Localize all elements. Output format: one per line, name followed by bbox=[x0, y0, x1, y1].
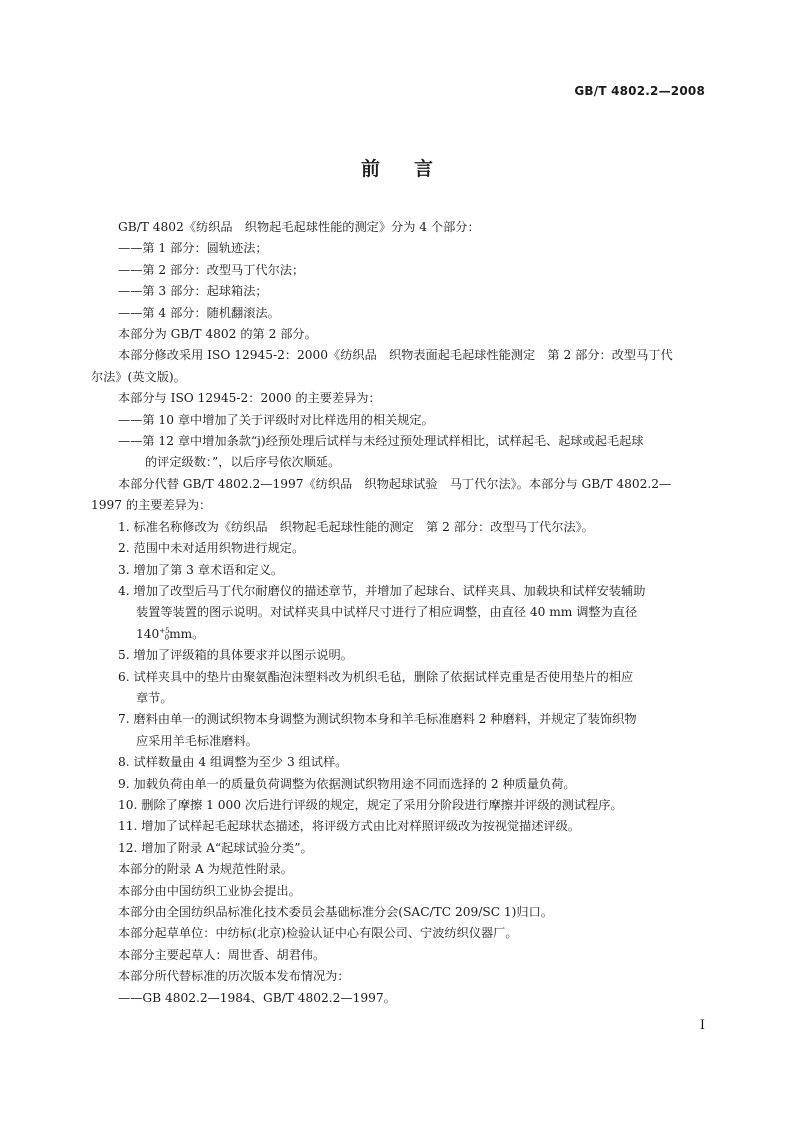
list-item-continuation: 的评定级数：”，以后序号依次顺延。 bbox=[145, 455, 341, 470]
paragraph: 本部分主要起草人：周世香、胡君伟。 bbox=[118, 947, 326, 962]
paragraph: GB/T 4802《纺织品 织物起毛起球性能的测定》分为 4 个部分： bbox=[118, 220, 480, 234]
numbered-item: 2. 范围中未对适用织物进行规定。 bbox=[118, 541, 305, 556]
paragraph: 本部分代替 GB/T 4802.2—1997《纺织品 织物起球试验 马丁代尔法》。本部分与 GB/T 4802.2— bbox=[118, 476, 672, 491]
paragraph: 本部分所代替标准的历次版本发布情况为： bbox=[118, 969, 350, 984]
list-item: ——第 1 部分：圆轨迹法； bbox=[118, 241, 268, 256]
numbered-item: 8. 试样数量由 4 组调整为至少 3 组试样。 bbox=[118, 755, 348, 770]
paragraph: 本部分起草单位：中纺标(北京)检验认证中心有限公司、宁波纺织仪器厂。 bbox=[118, 926, 518, 941]
standard-code: GB/T 4802.2—2008 bbox=[574, 84, 705, 98]
paragraph: 本部分由中国纺织工业协会提出。 bbox=[118, 883, 301, 898]
numbered-item: 1. 标准名称修改为《纺织品 织物起毛起球性能的测定 第 2 部分：改型马丁代尔法》。 bbox=[118, 519, 594, 534]
numbered-item: 3. 增加了第 3 章术语和定义。 bbox=[118, 562, 284, 577]
numbered-item: 4. 增加了改型后马丁代尔耐磨仪的描述章节，并增加了起球台、试样夹具、加载块和试样安装辅助 bbox=[118, 583, 646, 598]
numbered-item: 5. 增加了评级箱的具体要求并以图示说明。 bbox=[118, 648, 353, 663]
paragraph: 本部分修改采用 ISO 12945-2：2000《纺织品 织物表面起毛起球性能测定 第 2 部分：改型马丁代 bbox=[118, 348, 673, 363]
numbered-item: 7. 磨料由单一的测试织物本身调整为测试织物本身和羊毛标准磨料 2 种磨料，并规定了装饰织物 bbox=[118, 712, 637, 727]
paragraph: 本部分的附录 A 为规范性附录。 bbox=[118, 862, 293, 877]
numbered-item: 9. 加载负荷由单一的质量负荷调整为依据测试织物用途不同而选择的 2 种质量负荷。 bbox=[118, 776, 576, 791]
paragraph-continuation: 1997 的主要差异为： bbox=[91, 498, 212, 513]
dimension-unit: mm。 bbox=[169, 626, 205, 641]
paragraph: 本部分与 ISO 12945-2：2000 的主要差异为： bbox=[118, 391, 381, 406]
numbered-item: 6. 试样夹具中的垫片由聚氨酯泡沫塑料改为机织毛毡，删除了依据试样克重是否使用垫片的相应 bbox=[118, 669, 634, 684]
numbered-item-continuation: 应采用羊毛标准磨料。 bbox=[136, 733, 258, 748]
list-item: ——第 4 部分：随机翻滚法。 bbox=[118, 305, 280, 320]
tolerance-upper: +5 bbox=[159, 626, 170, 635]
numbered-item-continuation: 章节。 bbox=[136, 690, 173, 705]
paragraph: 本部分为 GB/T 4802 的第 2 部分。 bbox=[118, 327, 317, 342]
list-item: ——GB 4802.2—1984、GB/T 4802.2—1997。 bbox=[118, 990, 396, 1005]
list-item: ——第 3 部分：起球箱法； bbox=[118, 284, 268, 299]
list-item: ——第 12 章中增加条款“j)经预处理后试样与未经过预处理试样相比，试样起毛、起球或起毛起球 bbox=[118, 434, 644, 449]
list-item: ——第 2 部分：改型马丁代尔法； bbox=[118, 262, 305, 277]
paragraph-continuation: 尔法》(英文版)。 bbox=[91, 369, 186, 384]
numbered-item: 11. 增加了试样起毛起球状态描述，将评级方式由比对样照评级改为按视觉描述评级。 bbox=[118, 819, 581, 834]
numbered-item: 12. 增加了附录 A“起球试验分类”。 bbox=[118, 840, 313, 855]
paragraph: 本部分由全国纺织品标准化技术委员会基础标准分会(SAC/TC 209/SC 1)归口。 bbox=[118, 905, 553, 919]
tolerance-lower: 0 bbox=[164, 633, 170, 642]
numbered-item-continuation: 装置等装置的图示说明。对试样夹具中试样尺寸进行了相应调整，由直径 40 mm 调整为直径 bbox=[136, 605, 638, 620]
page-number: I bbox=[699, 1018, 705, 1033]
page-title: 前言 bbox=[360, 158, 467, 180]
dimension-value: 140 bbox=[136, 626, 160, 641]
numbered-item-continuation bbox=[118, 624, 707, 645]
list-item: ——第 10 章中增加了关于评级时对比样选用的相关规定。 bbox=[118, 412, 434, 427]
body-text bbox=[91, 217, 707, 1009]
numbered-item: 10. 删除了摩擦 1 000 次后进行评级的规定，规定了采用分阶段进行摩擦并评级的测试程序。 bbox=[118, 797, 623, 812]
